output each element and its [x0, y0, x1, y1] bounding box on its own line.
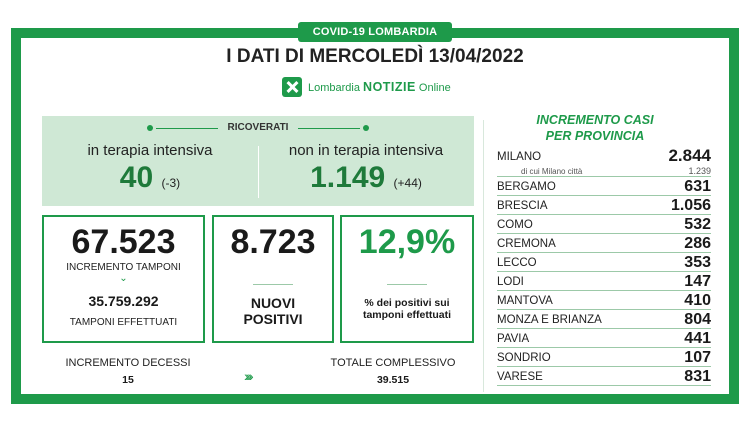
province-value: 107	[684, 349, 711, 366]
ricoverati-panel	[42, 116, 474, 206]
brand-logo	[282, 76, 451, 98]
province-row	[497, 215, 711, 234]
province-title: INCREMENTO CASI PER PROVINCIA	[536, 113, 654, 143]
province-value: 286	[684, 235, 711, 252]
province-row	[497, 329, 711, 348]
milano-city-label: di cui Milano città	[521, 167, 583, 176]
intensiva-delta: (-3)	[161, 176, 181, 190]
province-name: BRESCIA	[497, 200, 548, 212]
positivi-value: 8.723	[230, 223, 316, 261]
non-intensiva-delta: (+44)	[393, 176, 422, 190]
positivi-box	[212, 215, 334, 343]
province-row	[497, 253, 711, 272]
province-name: MONZA E BRIANZA	[497, 314, 602, 326]
milano-city-value: 1.239	[688, 166, 711, 176]
dot-icon	[363, 125, 369, 131]
decessi-label: INCREMENTO DECESSI	[65, 357, 191, 369]
percentuale-label-2: tamponi effettuati	[362, 309, 452, 321]
percentuale-box	[340, 215, 474, 343]
province-name: MILANO	[497, 151, 542, 163]
divider	[253, 284, 293, 285]
province-row	[497, 196, 711, 215]
positivi-label-2: POSITIVI	[243, 311, 303, 327]
province-value: 410	[684, 292, 711, 309]
percentuale-label-1: % dei positivi sui	[364, 297, 450, 309]
intensiva-value: 40	[119, 161, 154, 194]
tamponi-total-label: TAMPONI EFFETTUATI	[69, 317, 178, 328]
tamponi-box	[42, 215, 205, 343]
totale-label: TOTALE COMPLESSIVO	[330, 357, 456, 369]
decessi-block	[58, 357, 198, 386]
divider	[483, 120, 484, 392]
province-value: 353	[684, 254, 711, 271]
province-value: 1.056	[670, 197, 711, 214]
province-name: LODI	[497, 276, 524, 288]
lombardia-cross-icon	[282, 77, 302, 97]
brand-main: NOTIZIE	[363, 80, 416, 94]
brand-suffix: Online	[418, 82, 451, 94]
tamponi-total: 35.759.292	[88, 293, 159, 309]
province-row	[497, 234, 711, 253]
province-row	[497, 367, 711, 386]
province-name: MANTOVA	[497, 295, 553, 307]
brand-prefix: Lombardia	[308, 82, 360, 94]
province-name: PAVIA	[497, 333, 530, 345]
non-intensiva-block	[258, 142, 474, 195]
province-name: BERGAMO	[497, 181, 556, 193]
decessi-value: 15	[122, 374, 134, 386]
province-value: 441	[684, 330, 711, 347]
intensiva-label: in terapia intensiva	[87, 142, 213, 159]
divider	[298, 128, 360, 129]
province-name: SONDRIO	[497, 352, 551, 364]
province-value: 831	[684, 368, 711, 385]
province-name: COMO	[497, 219, 533, 231]
divider	[387, 284, 427, 285]
percentuale-value: 12,9%	[358, 223, 456, 261]
province-row	[497, 177, 711, 196]
province-value: 532	[684, 216, 711, 233]
ricoverati-title: RICOVERATI	[227, 122, 289, 133]
province-value: 631	[684, 178, 711, 195]
totale-block	[318, 357, 468, 386]
province-value: 804	[684, 311, 711, 328]
province-value: 2.844	[668, 146, 711, 165]
tamponi-label: INCREMENTO TAMPONI	[66, 262, 181, 273]
tamponi-value: 67.523	[71, 223, 176, 261]
page-title: I DATI DI MERCOLEDÌ 13/04/2022	[226, 46, 524, 67]
arrows-icon: ››››	[244, 368, 251, 384]
province-row-milano	[497, 147, 711, 177]
region-tag: COVID-19 LOMBARDIA	[298, 22, 452, 42]
totale-value: 39.515	[376, 374, 410, 386]
non-intensiva-label: non in terapia intensiva	[288, 142, 444, 159]
province-name: VARESE	[497, 371, 543, 383]
province-list	[497, 147, 711, 386]
chevron-down-icon: ⌄	[119, 273, 128, 284]
province-name: CREMONA	[497, 238, 556, 250]
positivi-label-1: NUOVI	[250, 295, 296, 311]
intensiva-block	[42, 142, 258, 195]
province-row	[497, 348, 711, 367]
province-row	[497, 291, 711, 310]
province-name: LECCO	[497, 257, 537, 269]
province-value: 147	[684, 273, 711, 290]
non-intensiva-value: 1.149	[310, 161, 386, 194]
province-row	[497, 310, 711, 329]
province-row	[497, 272, 711, 291]
